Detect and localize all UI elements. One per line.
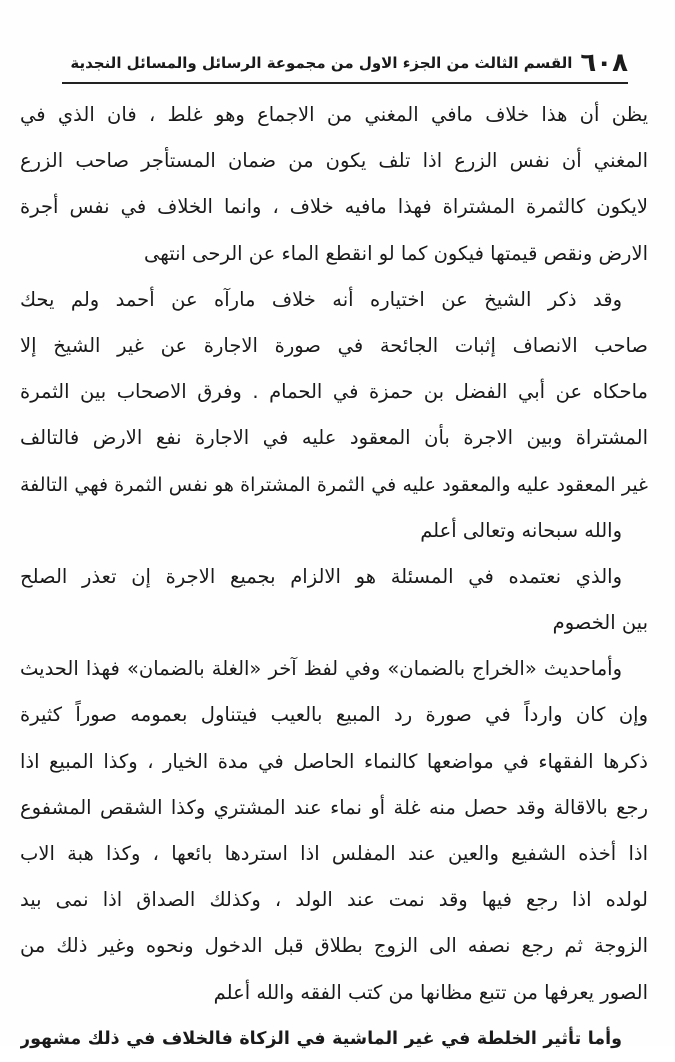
paragraph-start-line: وأما تأثير الخلطة في غير الماشية في الزكاة فالخلاف في ذلك مشهور xyxy=(20,1028,622,1049)
text-line: يظن أن هذا خلاف مافي المغني من الاجماع وهو غلط ، فان الذي في xyxy=(20,103,648,126)
text-line: الزوجة ثم رجع نصفه الى الزوج بطلاق قبل الدخول ونحوه وغير ذلك من xyxy=(20,934,648,958)
text-line: لولده اذا رجع فيها وقد نمت عند الولد ، وكذلك الصداق اذا نمى بيد xyxy=(20,888,648,912)
paragraph-start-line: وقد ذكر الشيخ عن اختياره أنه خلاف مارآه عن أحمد ولم يحك xyxy=(20,287,622,311)
text-line: المغني أن نفس الزرع اذا تلف يكون من ضمان المستأجر صاحب الزرع xyxy=(20,149,648,173)
text-line: المشتراة وبين الاجرة بأن المعقود عليه في الاجارة نفع الارض فالتالف xyxy=(20,426,648,450)
body-text xyxy=(20,92,648,1062)
text-line: رجع بالاقالة وقد حصل منه غلة أو نماء عند المشتري وكذا الشقص المشفوع xyxy=(20,795,648,819)
text-line: الارض ونقص قيمتها فيكون كما لو انقطع الماء عن الرحى انتهى xyxy=(144,241,648,265)
text-line: ذكرها الفقهاء في مواضعها كالنماء الحاصل في مدة الخيار ، وكذا المبيع اذا xyxy=(20,749,648,773)
text-line: اذا أخذه الشفيع والعين عند المفلس اذا استردها بائعها ، وكذا هبة الاب xyxy=(20,842,648,865)
text-line: غير المعقود عليه والمعقود عليه في الثمرة المشتراة هو نفس الثمرة فهي التالفة xyxy=(20,473,648,496)
page-number: ٦٠٨ xyxy=(580,48,628,78)
text-line: صاحب الانصاف إثبات الجائحة في صورة الاجارة عن غير الشيخ إلا xyxy=(20,333,648,357)
page-header xyxy=(62,46,628,80)
text-line: ماحكاه عن أبي الفضل بن حمزة في الحمام . وفرق الاصحاب بين الثمرة xyxy=(20,380,648,404)
text-line: بين الخصوم xyxy=(552,611,648,635)
text-line: وإن كان وارداً في صورة رد المبيع بالعيب فيتناول بعمومه صوراً كثيرة xyxy=(20,703,648,727)
paragraph-start-line: والذي نعتمده في المسئلة هو الالزام بجميع الاجرة إن تعذر الصلح xyxy=(20,564,622,588)
paragraph-start-line: وأماحديث «الخراج بالضمان» وفي لفظ آخر «الغلة بالضمان» فهذا الحديث xyxy=(20,657,622,681)
text-line: لايكون كالثمرة المشتراة فهذا مافيه خلاف ، وانما الخلاف في نفس أجرة xyxy=(20,195,648,219)
text-line: الصور يعرفها من تتبع مظانها من كتب الفقه والله أعلم xyxy=(213,980,648,1004)
running-title: القسم الثالث من الجزء الاول من مجموعة الرسائل والمسائل النجدية xyxy=(70,54,573,72)
header-rule xyxy=(62,82,628,84)
text-line: والله سبحانه وتعالى أعلم xyxy=(420,518,622,542)
